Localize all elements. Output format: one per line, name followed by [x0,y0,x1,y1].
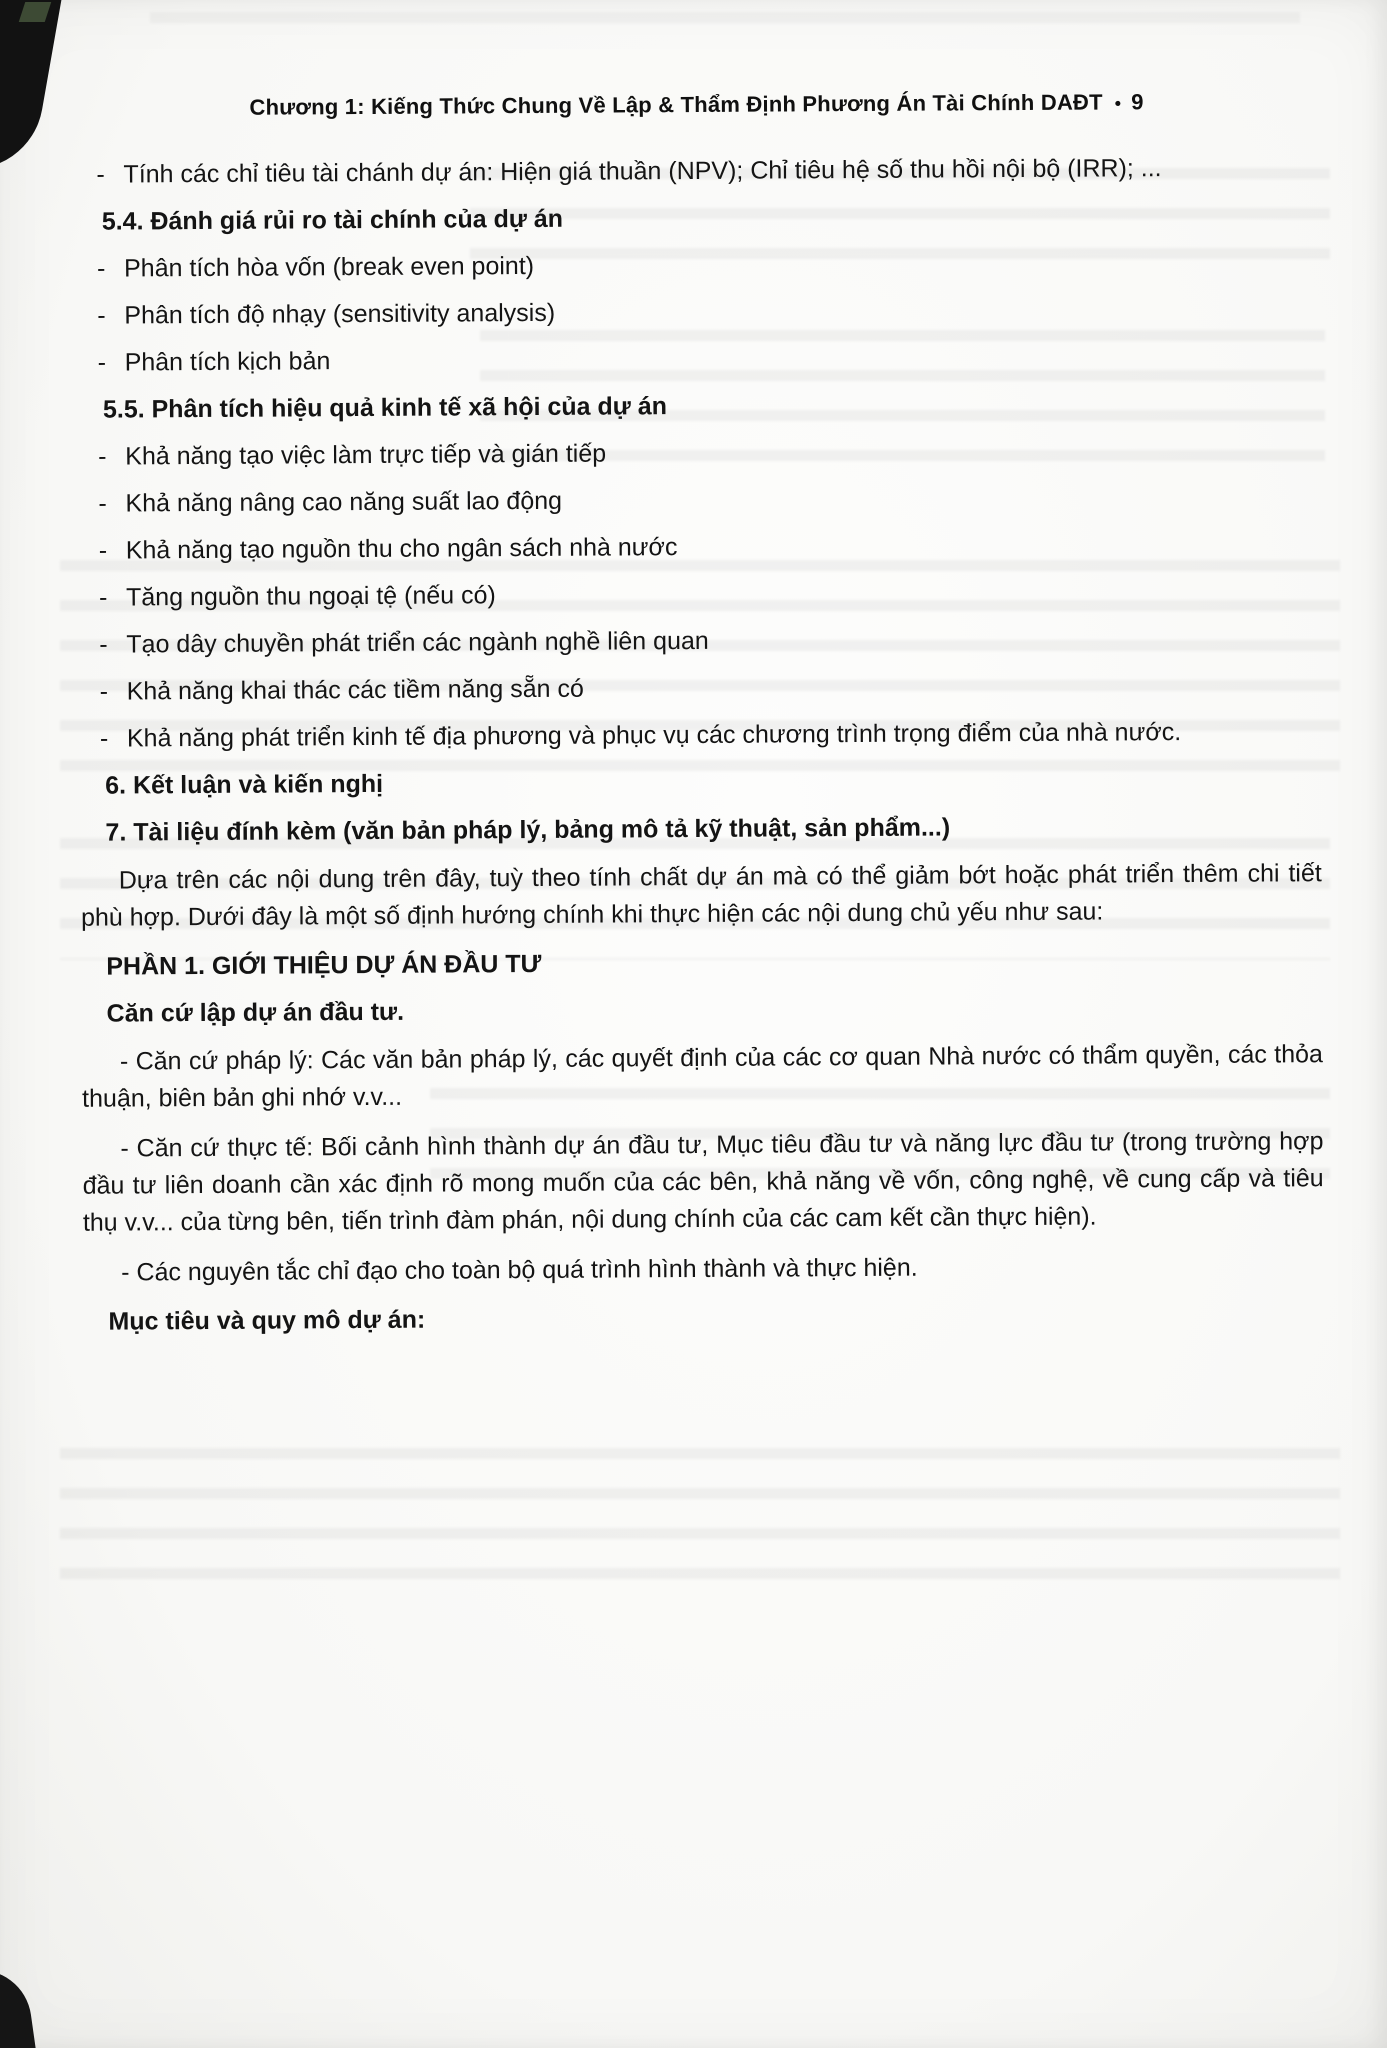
bullet-item [78,479,1319,521]
bullet-dash: - [97,348,107,377]
bullet-item [77,244,1318,286]
bullet-item [78,338,1319,380]
chapter-title: Chương 1: Kiếng Thức Chung Về Lập & Thẩm Định Phương Án Tài Chính DAĐT [249,89,1103,120]
header-separator: • [1114,93,1122,114]
bullet-dash: - [99,724,109,753]
bullet-text: Tăng nguồn thu ngoại tệ (nếu có) [125,581,496,612]
bullet-text: Phân tích độ nhạy (sensitivity analysis) [124,298,556,330]
section-heading: Mục tiêu và quy mô dự án: [108,1305,426,1336]
bullet-text: Tạo dây chuyền phát triển các ngành nghề liên quan [126,626,709,659]
bullet-text: Phân tích kịch bản [124,347,331,377]
bullet-text: Khả năng nâng cao năng suất lao động [125,486,563,518]
bullet-text: Khả năng phát triển kinh tế địa phương và phục vụ các chương trình trọng điểm của nhà nước. [126,718,1182,753]
bullet-dash: - [99,677,109,706]
bullet-text: Khả năng tạo nguồn thu cho ngân sách nhà nước [125,533,678,565]
bleed-through-artifact [60,1448,1340,1590]
section-heading: 5.4. Đánh giá rủi ro tài chính của dự án [101,204,564,236]
page-content [0,88,1387,1339]
bullet-text: Tính các chỉ tiêu tài chánh dự án: Hiện giá thuần (NPV); Chỉ tiêu hệ số thu hồi nội bộ (IRR); ... [123,154,1162,189]
bullet-item [79,620,1320,662]
paragraph: Dựa trên các nội dung trên đây, tuỳ theo tính chất dự án mà có thể giảm bớt hoặc phát triển thêm chi tiết phù hợp. Dưới đây là một số định hướng chính khi thực hiện các nội dung chủ yếu như sau: [80,859,1322,932]
bullet-dash: - [98,489,107,518]
bullet-item [79,573,1320,615]
bullet-dash: - [97,301,106,330]
bullet-dash: - [96,160,105,189]
page-number: 9 [1131,89,1144,115]
bullet-text: Khả năng tạo việc làm trực tiếp và gián tiếp [125,439,607,471]
section-heading: Căn cứ lập dự án đầu tư. [106,997,405,1028]
bullet-text: Khả năng khai thác các tiềm năng sẵn có [126,674,584,706]
section-heading: 6. Kết luận và kiến nghị [105,769,384,800]
bullet-dash: - [99,630,108,659]
bullet-dash: - [98,442,107,471]
paragraph: - Các nguyên tắc chỉ đạo cho toàn bộ quá trình hình thành và thực hiện. [121,1253,918,1287]
scan-corner-mark-bottom-left [0,1963,40,2048]
bullet-item [76,150,1317,192]
bullet-item [79,526,1320,568]
bleed-through-artifact [150,12,1300,46]
paragraph: - Căn cứ pháp lý: Các văn bản pháp lý, các quyết định của các cơ quan Nhà nước có thẩm quyền, các thỏa thuận, biên bản ghi nhớ v.v... [82,1040,1323,1113]
section-heading: 7. Tài liệu đính kèm (văn bản pháp lý, bảng mô tả kỹ thuật, sản phẩm...) [105,813,951,847]
bullet-dash: - [96,254,106,283]
paragraph: - Căn cứ thực tế: Bối cảnh hình thành dự án đầu tư, Mục tiêu đầu tư và năng lực đầu tư (trong trường hợp đầu tư liên doanh cần xác định rõ mong muốn của các bên, khả năng về vốn, công nghệ, về cung cấp và tiêu thụ v.v... của từng bên, tiến trình đàm phán, nội dung chính của các cam kết cần thực hiện). [82,1127,1324,1237]
bullet-dash: - [98,583,108,612]
bullet-item [80,667,1321,709]
bullet-item [77,291,1318,333]
bullet-item [78,432,1319,474]
bullet-dash: - [98,536,108,565]
section-heading: PHẦN 1. GIỚI THIỆU DỰ ÁN ĐẦU TƯ [106,949,542,981]
section-heading: 5.5. Phân tích hiệu quả kinh tế xã hội của dự án [102,392,668,424]
bullet-item [80,714,1321,756]
page-body [76,150,1324,1339]
page-header [76,88,1317,122]
bullet-text: Phân tích hòa vốn (break even point) [123,251,535,283]
